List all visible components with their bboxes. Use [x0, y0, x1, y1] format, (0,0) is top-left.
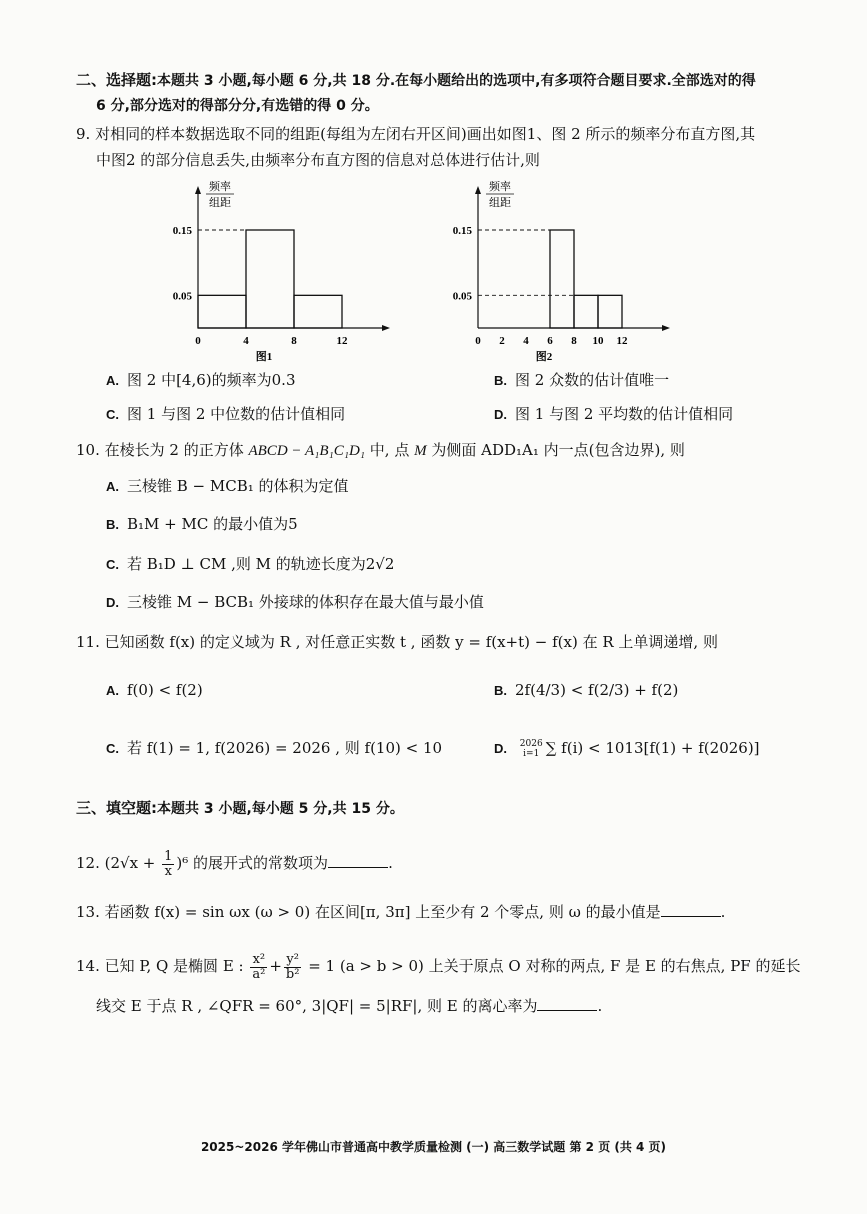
y-tick-label: 0.05	[172, 290, 192, 303]
y-axis-label-bottom: 组距	[209, 197, 231, 209]
figure-caption: 图1	[255, 351, 273, 362]
fraction-denominator: b²	[285, 966, 300, 982]
y-tick-label: 0.05	[452, 290, 472, 303]
histogram-bar	[598, 295, 622, 328]
histogram-bar	[294, 295, 342, 328]
y-tick-label: 0.15	[172, 225, 192, 237]
q10-stem-post: 为侧面 ADD₁A₁ 内一点(包含边界), 则	[426, 441, 685, 459]
q13-answer-blank[interactable]	[661, 902, 721, 917]
option-label: D.	[106, 595, 119, 610]
q14-fraction-y	[284, 953, 302, 982]
option-text: 若 f(1) = 1, f(2026) = 2026 , 则 f(10) < 10	[127, 739, 443, 757]
option-label: A.	[106, 373, 119, 388]
y-tick-label: 0.15	[452, 225, 472, 237]
x-tick-label: 0	[475, 335, 481, 347]
option-text: 三棱锥 B − MCB₁ 的体积为定值	[127, 477, 349, 495]
q9-stem-2: 中图2 的部分信息丢失,由频率分布直方图的信息对总体进行估计,则	[96, 151, 540, 169]
x-tick-label: 8	[291, 335, 297, 347]
option-label: C.	[106, 557, 119, 572]
fraction-denominator: x	[164, 863, 172, 879]
x-tick-label: 12	[616, 335, 628, 347]
section3-title: 三、填空题:	[76, 799, 157, 817]
section2-instructions-1: 本题共 3 小题,每小题 6 分,共 18 分.在每小题给出的选项中,有多项符合题目要求.全部选对的得	[157, 73, 756, 89]
q9-option-a[interactable]	[106, 370, 296, 391]
q14-line2: 线交 E 于点 R , ∠QFR = 60°, 3|QF| = 5|RF|, 则 E 的离心率为	[96, 997, 538, 1015]
option-text: 2f(4/3) < f(2/3) + f(2)	[515, 681, 679, 699]
fraction-numerator: y²	[284, 953, 302, 968]
x-axis-arrow	[382, 325, 390, 331]
q14-pre: 14. 已知 P, Q 是椭圆 E :	[76, 957, 249, 975]
sum-upper-limit: 2026	[519, 739, 543, 749]
fraction-numerator: x²	[250, 953, 267, 968]
q9-option-d[interactable]	[494, 404, 733, 425]
option-label: C.	[106, 741, 119, 756]
histogram-figure-2	[440, 178, 680, 362]
option-text: ∑ f(i) < 1013[f(1) + f(2026)]	[545, 739, 760, 757]
q9-option-b[interactable]	[494, 370, 669, 391]
q9-stem-1: 9. 对相同的样本数据选取不同的组距(每组为左闭右开区间)画出如图1、图 2 所示的频率分布直方图,其	[76, 125, 756, 143]
option-label: B.	[494, 683, 507, 698]
fraction-denominator: a²	[252, 966, 266, 982]
q12-fraction	[162, 850, 174, 879]
y-axis-arrow	[475, 186, 481, 194]
summation-sign	[520, 739, 543, 759]
y-axis-arrow	[195, 186, 201, 194]
q12-post: )⁶ 的展开式的常数项为	[176, 854, 329, 872]
option-label: A.	[106, 683, 119, 698]
option-text: 图 2 中[4,6)的频率为0.3	[127, 371, 296, 389]
histogram-bar	[246, 230, 294, 328]
q10-option-a[interactable]	[106, 476, 349, 497]
x-tick-label: 4	[523, 335, 529, 347]
sum-lower-limit: i=1	[523, 749, 540, 759]
histogram-bar	[574, 295, 598, 328]
q10-stem-mid: 中, 点	[365, 441, 415, 459]
section2-instructions-2: 6 分,部分选对的得部分分,有选错的得 0 分。	[96, 98, 379, 114]
y-axis-label-top: 频率	[209, 181, 231, 193]
q14-post: = 1 (a > b > 0) 上关于原点 O 对称的两点, F 是 E 的右焦点, PF 的延长	[303, 957, 801, 975]
q11-option-d[interactable]	[494, 738, 760, 759]
option-label: B.	[494, 373, 507, 388]
histogram-figure-1	[160, 178, 400, 362]
option-label: A.	[106, 479, 119, 494]
option-label: C.	[106, 407, 119, 422]
section3-instructions: 本题共 3 小题,每小题 5 分,共 15 分。	[157, 801, 404, 817]
q14-stem-2	[96, 996, 602, 1016]
q10-stem	[76, 440, 685, 461]
histogram-bar	[198, 295, 246, 328]
section3-header	[76, 798, 404, 819]
x-tick-label: 2	[499, 335, 505, 347]
q12-stem	[76, 848, 393, 879]
q13-end: .	[720, 903, 726, 921]
option-label: D.	[494, 407, 507, 422]
q11-option-c[interactable]	[106, 738, 442, 759]
option-label: D.	[494, 741, 507, 756]
option-label: B.	[106, 517, 119, 532]
option-text: 图 1 与图 2 平均数的估计值相同	[515, 405, 734, 423]
x-tick-label: 6	[547, 335, 553, 347]
q14-end: .	[597, 997, 603, 1015]
q10-stem-pre: 10. 在棱长为 2 的正方体	[76, 441, 249, 459]
y-axis-label-top: 频率	[489, 181, 511, 193]
q9-option-c[interactable]	[106, 404, 345, 425]
option-text: 三棱锥 M − BCB₁ 外接球的体积存在最大值与最小值	[127, 593, 484, 611]
q12-answer-blank[interactable]	[328, 853, 388, 868]
q14-fraction-x	[250, 953, 267, 982]
q14-answer-blank[interactable]	[537, 996, 597, 1011]
q13-text: 13. 若函数 f(x) = sin ωx (ω > 0) 在区间[π, 3π] 上至少有 2 个零点, 则 ω 的最小值是	[76, 903, 661, 921]
section2-title: 二、选择题:	[76, 71, 157, 89]
x-tick-label: 10	[592, 335, 604, 347]
option-text: 若 B₁D ⊥ CM ,则 M 的轨迹长度为2√2	[127, 555, 395, 573]
x-tick-label: 4	[243, 335, 249, 347]
q10-option-d[interactable]	[106, 592, 484, 613]
y-axis-label-bottom: 组距	[489, 197, 511, 209]
x-axis-arrow	[662, 325, 670, 331]
figure-caption: 图2	[535, 351, 553, 362]
q10-point-m: M	[414, 443, 427, 459]
fraction-numerator: 1	[164, 848, 173, 864]
option-text: f(0) < f(2)	[127, 681, 203, 699]
q12-end: .	[388, 854, 393, 872]
q10-option-b[interactable]	[106, 514, 298, 535]
q14-stem-1: 14. 已知 P, Q 是椭圆 E : $\frac{\text{x²}}{\text{a²}}$ + $\frac{\text{y²}}{\text{b²}}$ = 1 (a > b > 0) 上关于原点 O 对称的两点, F 是 E 的右焦点, PF 的延长	[76, 951, 801, 982]
q10-option-c[interactable]	[106, 554, 394, 575]
page-footer: 2025~2026 学年佛山市普通高中教学质量检测 (一) 高三数学试题 第 2 页 (共 4 页)	[200, 1140, 667, 1154]
x-tick-label: 12	[336, 335, 348, 347]
q11-option-a[interactable]	[106, 680, 203, 701]
q11-stem: 11. 已知函数 f(x) 的定义域为 R , 对任意正实数 t , 函数 y = f(x+t) − f(x) 在 R 上单调递增, 则	[76, 633, 718, 651]
q12-pre: 12. (2√x +	[76, 854, 161, 872]
option-text: 图 1 与图 2 中位数的估计值相同	[127, 405, 346, 423]
q10-cube-name: ABCD − A₁B₁C₁D₁	[248, 443, 366, 459]
section2-header	[76, 70, 756, 91]
x-tick-label: 8	[571, 335, 577, 347]
q13-stem	[76, 902, 725, 922]
histogram-bar	[550, 230, 574, 328]
q11-option-b[interactable]	[494, 680, 678, 701]
option-text: B₁M + MC 的最小值为5	[127, 515, 298, 533]
option-text: 图 2 众数的估计值唯一	[515, 371, 670, 389]
x-tick-label: 0	[195, 335, 201, 347]
